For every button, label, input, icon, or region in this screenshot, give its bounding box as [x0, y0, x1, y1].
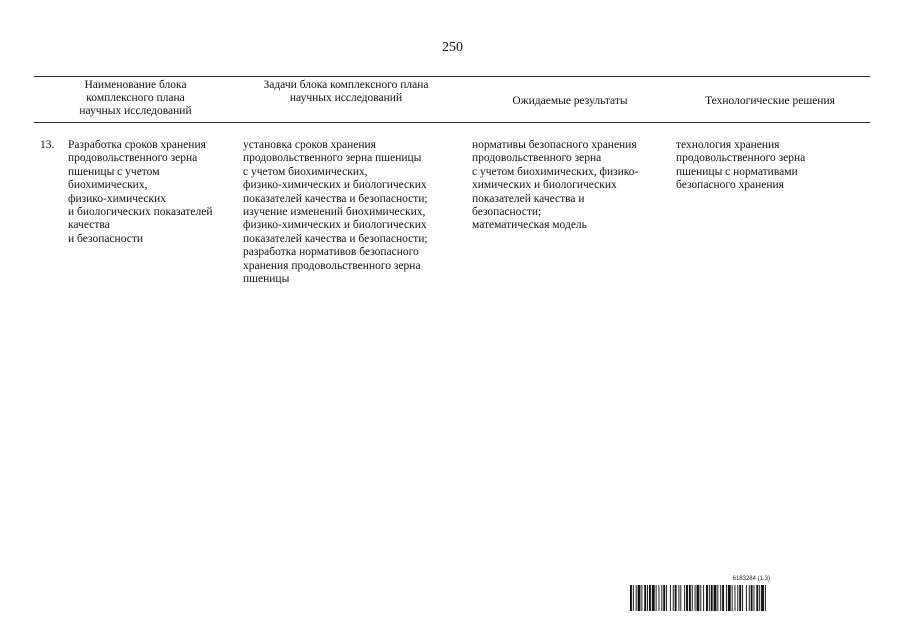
page-number: 250 [442, 40, 463, 55]
header-tasks: Задачи блока комплексного плана научных исследований [263, 79, 429, 104]
barcode-block [630, 576, 858, 612]
header-block-name: Наименование блока комплексного плана научных исследований [79, 79, 192, 117]
cell-results: нормативы безопасного хранения продовольственного зерна с учетом биохимических, физико- химических и биологических показателей качества и безопасности; математическая модель [472, 139, 639, 232]
barcode-code: 6183284 (1.3) [732, 576, 770, 582]
table-header-rule [34, 122, 870, 123]
table-top-rule [34, 76, 870, 77]
cell-tech-solutions: технология хранения продовольственного зерна пшеницы с нормативами безопасного хранения [676, 139, 806, 192]
row-number: 13. [40, 139, 55, 151]
cell-tasks: установка сроков хранения продовольственного зерна пшеницы с учетом биохимических, физико-химических и биологических показателей качества и безопасности; изучение изменений биохимических, физико-химических и биологических показателей качества и безопасности; разработка нормативов безопасного хранения продовольственного зерна пшеницы [243, 139, 428, 286]
cell-block-name: Разработка сроков хранения продовольственного зерна пшеницы с учетом биохимических, физико-химических и биологических показателей качества и безопасности [68, 139, 213, 245]
header-results: Ожидаемые результаты [512, 95, 628, 107]
header-tech-solutions: Технологические решения [705, 95, 835, 107]
barcode-icon [630, 585, 858, 611]
